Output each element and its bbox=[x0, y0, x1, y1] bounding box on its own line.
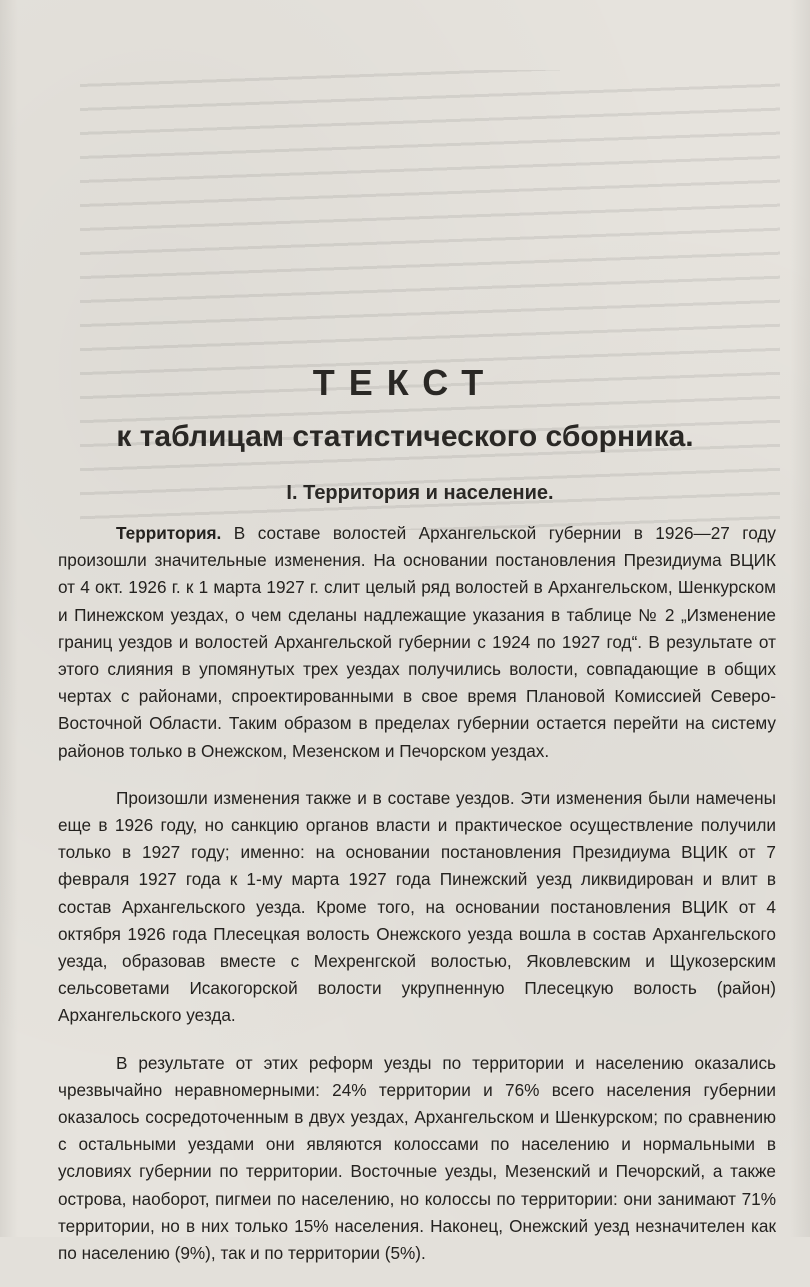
run-in-heading: Территория. bbox=[116, 523, 222, 543]
page-title: ТЕКСТ bbox=[312, 362, 498, 403]
paragraph-text: В составе волостей Архангельской губернии в 1926—27 году произошли значительные изменения. На основании постановления Президиума ВЦИК от 4 окт. 1926 г. к 1 марта 1927 г. слит целый ряд волостей в Архангельском, Шенкурском и Пинежском уездах, о чем сделаны надлежащие указания в таблице № 2 „Изменение границ уездов и волостей Архангельской губернии с 1924 по 1927 год“. В результате от этого слияния в упомянутых трех уездах получились волости, совпадающие в общих чертах с районами, спроектированными в свое время Плановой Комиссией Северо-Восточной Области. Таким образом в пределах губернии остается перейти на систему районов только в Онежском, Мезенском и Печорском уездах. bbox=[58, 523, 776, 761]
bleed-through-texture bbox=[80, 70, 780, 530]
body-text bbox=[58, 520, 776, 1287]
section-heading: I. Территория и население. bbox=[286, 482, 554, 504]
paragraph-text: Произошли изменения также и в составе уездов. Эти изменения были намечены еще в 1926 году, но санкцию органов власти и практическое осуществление получили только в 1927 году; именно: на основании постановления Президиума ВЦИК от 7 февраля 1927 года к 1-му марта 1927 года Пинежский уезд ликвидирован и влит в состав Архангельского уезда. Кроме того, на основании постановления ВЦИК от 4 октября 1926 года Плесецкая волость Онежского уезда вошла в состав Архангельского уезда, образовав вместе с Мехренгской волостью, Яковлевским и Щукозерским сельсоветами Исакогорской волости укрупненную Плесецкую волость (район) Архангельского уезда. bbox=[58, 787, 776, 1026]
paragraph-text: В результате от этих реформ уезды по территории и населению оказались чрезвычайно неравномерными: 24% территории и 76% всего населения губернии оказалось сосредоточенным в двух уездах, Архангельском и Шенкурском; по сравнению с остальными уездами они являются колоссами по населению и нормальными в условиях губернии по территории. Восточные уезды, Мезенский и Печорский, а также острова, наоборот, пигмеи по населению, но колоссы по территории: они занимают 71% территории, но в них только 15% населения. Наконец, Онежский уезд незначителен как по населению (9%), так и по территории (5%). bbox=[58, 1052, 776, 1264]
paragraph-uezd-changes bbox=[58, 785, 776, 1030]
paragraph-reform-results bbox=[58, 1050, 776, 1268]
paragraph-territory bbox=[58, 520, 776, 765]
page-subtitle: к таблицам статистического сборника. bbox=[116, 420, 694, 453]
